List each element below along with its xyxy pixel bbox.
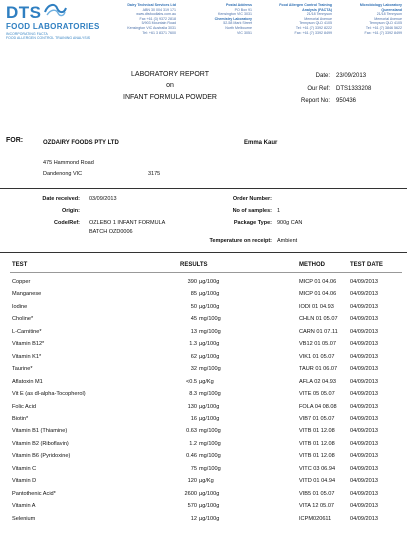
method-code: VITB 01 12.08 <box>299 440 335 447</box>
office-line: Kensington VIC Australia 3031 <box>127 25 176 30</box>
code-ref-label: Code/Ref: <box>54 220 80 226</box>
column-header-method: METHOD <box>299 262 325 268</box>
test-name: Vitamin B6 (Pyridoxine) <box>12 453 71 460</box>
method-code: VITB 01 12.08 <box>299 453 335 460</box>
table-row <box>0 391 407 400</box>
table-row <box>0 304 407 313</box>
brand-name: DTS <box>6 3 42 22</box>
divider <box>0 188 407 189</box>
result-unit: µg/100g <box>199 291 220 298</box>
report-no-value: 950436 <box>336 98 357 104</box>
test-date: 04/09/2013 <box>350 440 378 447</box>
test-date: 04/09/2013 <box>350 490 378 497</box>
result-unit: µg/100g <box>199 303 220 310</box>
office-postal-address <box>192 3 252 35</box>
test-name: Vitamin B2 (Riboflavin) <box>12 440 69 447</box>
method-code: VB12 01 05.07 <box>299 341 337 348</box>
date-received-value: 03/09/2013 <box>89 196 117 202</box>
test-name: Taurine* <box>12 366 33 373</box>
office-dairy-technical-services <box>112 3 176 35</box>
method-code: VITA 12 05.07 <box>299 503 335 510</box>
test-name: Vitamin B1 (Thiamine) <box>12 428 68 435</box>
table-row <box>0 516 407 525</box>
office-line: PO Box 91 <box>234 7 252 12</box>
client-company: OZDAIRY FOODS PTY LTD <box>43 140 119 146</box>
office-line: VIC 3051 <box>237 30 252 35</box>
our-ref-label: Our Ref: <box>307 86 330 92</box>
result-unit: µg/100g <box>199 503 220 510</box>
result-unit: mg/100g <box>199 465 221 472</box>
result-unit: µg/100g <box>199 415 220 422</box>
result-value: 1.2 <box>189 440 197 447</box>
office-line: 5/903 Mountain Road <box>141 21 176 26</box>
result-unit: µg/100g <box>199 341 220 348</box>
header-divider <box>10 272 402 273</box>
method-code: IODI 01 04.93 <box>299 303 334 310</box>
temperature-value: Ambient <box>277 238 298 244</box>
test-name: L-Carnitine* <box>12 328 42 335</box>
test-date: 04/09/2013 <box>350 316 378 323</box>
result-unit: µg/100g <box>199 490 220 497</box>
office-line: Fax: +61 (7) 3392 8499 <box>294 30 332 35</box>
office-name: Dairy Technical Services Ltd <box>127 3 176 7</box>
date-label: Date: <box>315 73 330 79</box>
order-number-label: Order Number: <box>232 196 272 202</box>
result-unit: µg/Kg <box>199 478 214 485</box>
test-name: Manganese <box>12 291 42 298</box>
test-date: 04/09/2013 <box>350 291 378 298</box>
method-code: VIB5 01 05.07 <box>299 490 335 497</box>
method-code: MICP 01 04.06 <box>299 279 337 285</box>
table-row <box>0 366 407 375</box>
report-subject: INFANT FORMULA POWDER <box>123 94 217 101</box>
table-row <box>0 428 407 437</box>
result-unit: mg/100g <box>199 440 221 447</box>
result-value: 390 <box>187 279 197 285</box>
result-value: 12 <box>190 515 197 522</box>
package-type-value: 900g CAN <box>277 220 303 226</box>
num-samples-value: 1 <box>277 208 281 214</box>
client-city: Dandenong VIC <box>43 171 83 177</box>
method-code: CHLN 01 05.07 <box>299 316 338 323</box>
office-line: Tel: +61 (7) 3846 5622 <box>365 25 402 30</box>
result-value: 62 <box>190 353 197 360</box>
method-code: ICPM020611 <box>299 515 332 522</box>
result-unit: mg/100g <box>199 428 221 435</box>
table-row <box>0 354 407 363</box>
table-row <box>0 491 407 500</box>
test-name: Vitamin B12* <box>12 341 45 348</box>
result-unit: mg/100g <box>199 316 221 323</box>
office-microbiology-qld <box>340 3 402 35</box>
column-header-results: RESULTS <box>180 262 208 268</box>
method-code: VIK1 01 05.07 <box>299 353 335 360</box>
report-no-label: Report No: <box>300 98 330 104</box>
brand-tagline-2: FOOD ALLERGEN CONTROL TRAINING ANALYSIS <box>6 36 91 40</box>
office-line: 21/18 Tennyson <box>376 12 402 17</box>
client-address: 475 Hammond Road <box>43 160 94 166</box>
test-name: Folic Acid <box>12 403 36 410</box>
result-value: 32 <box>190 366 197 373</box>
office-line: 21/18 Tennyson <box>306 12 332 17</box>
test-name: Vitamin D <box>12 478 37 485</box>
test-date: 04/09/2013 <box>350 366 378 373</box>
result-unit: mg/100g <box>199 453 221 460</box>
test-name: Iodine <box>12 303 28 310</box>
table-row <box>0 453 407 462</box>
ribbon-logo-icon <box>42 2 68 19</box>
temperature-label: Temperature on receipt: <box>209 238 272 244</box>
result-unit: µg/100g <box>199 279 220 285</box>
office-line: Tel: +61 (7) 3392 8222 <box>295 25 332 30</box>
result-unit: mg/100g <box>199 391 221 398</box>
method-code: VITE 05 05.07 <box>299 391 335 398</box>
result-unit: mg/100g <box>199 328 221 335</box>
office-name: Food Allergen Control Training Analysis (FACTA) <box>279 3 332 12</box>
test-date: 04/09/2013 <box>350 503 378 510</box>
method-code: VITC 03 06.94 <box>299 465 336 472</box>
result-value: 0.46 <box>186 453 197 460</box>
test-date: 04/09/2013 <box>350 341 378 348</box>
result-value: 50 <box>190 303 197 310</box>
test-date: 04/09/2013 <box>350 353 378 360</box>
code-ref-batch: BATCH OZD0006 <box>89 229 133 235</box>
test-date: 04/09/2013 <box>350 328 378 335</box>
package-type-label: Package Type: <box>233 220 272 226</box>
test-name: Vit E (as dl-alpha-Tocopherol) <box>12 391 86 398</box>
result-value: 0.63 <box>186 428 197 435</box>
table-row <box>0 316 407 325</box>
office-name: Microbiology Laboratory Queensland <box>359 3 402 12</box>
test-name: Vitamin C <box>12 465 37 472</box>
table-row <box>0 279 407 288</box>
test-date: 04/09/2013 <box>350 378 378 385</box>
test-date: 04/09/2013 <box>350 428 378 435</box>
table-row <box>0 466 407 475</box>
code-ref-value: OZLEBO 1 INFANT FORMULA <box>89 220 166 226</box>
office-name: Chemistry Laboratory <box>214 16 252 21</box>
date-received-label: Date received: <box>42 196 80 202</box>
result-value: <0.5 <box>185 378 197 385</box>
result-value: 75 <box>190 465 197 472</box>
method-code: FOLA 04 08.08 <box>299 403 337 410</box>
method-code: VITB 01 12.08 <box>299 428 335 435</box>
test-date: 04/09/2013 <box>350 391 378 398</box>
result-unit: µg/Kg <box>199 378 214 385</box>
test-date: 04/09/2013 <box>350 403 378 410</box>
method-code: MICP 01 04.06 <box>299 291 337 298</box>
office-line: Tennyson QLD 4105 <box>369 21 402 26</box>
office-line: Memorial Avenue <box>374 16 402 21</box>
test-name: Aflatoxin M1 <box>12 378 43 385</box>
office-line: Kensington VIC 3031 <box>218 12 252 17</box>
test-name: Copper <box>12 279 31 285</box>
client-contact: Emma Kaur <box>244 140 278 146</box>
num-samples-label: No of samples: <box>232 208 272 214</box>
table-row <box>0 329 407 338</box>
result-value: 8.3 <box>189 391 197 398</box>
result-value: 13 <box>190 328 197 335</box>
report-title-on: on <box>166 82 174 89</box>
result-value: 85 <box>190 291 197 298</box>
test-name: Biotin* <box>12 415 29 422</box>
office-facta <box>266 3 332 35</box>
office-line: Fax +61 (3) 9372 2818 <box>139 16 176 21</box>
result-value: 16 <box>190 415 197 422</box>
method-code: CARN 01 07.11 <box>299 328 338 335</box>
office-line: Fax: +61 (7) 3392 8499 <box>364 30 402 35</box>
table-row <box>0 503 407 512</box>
office-line: www.dtsfoodlabs.com.au <box>136 12 176 17</box>
origin-label: Origin: <box>61 208 80 214</box>
test-name: Vitamin A <box>12 503 36 510</box>
office-line: Tel: +61 3 8371 7600 <box>142 30 176 35</box>
test-date: 04/09/2013 <box>350 415 378 422</box>
table-row <box>0 341 407 350</box>
office-name: Postal Address <box>225 3 252 7</box>
our-ref-value: DTS1333208 <box>336 86 372 92</box>
test-name: Selenium <box>12 515 36 522</box>
test-date: 04/09/2013 <box>350 465 378 472</box>
office-line: ABN 30 004 319 171 <box>142 7 176 12</box>
result-value: 1.3 <box>189 341 197 348</box>
test-date: 04/09/2013 <box>350 478 378 485</box>
table-row <box>0 441 407 450</box>
test-name: Vitamin K1* <box>12 353 42 360</box>
method-code: VITD 01 04.94 <box>299 478 336 485</box>
brand-tagline-1: INCORPORATING FACTA <box>6 32 48 36</box>
result-value: 120 <box>187 478 197 485</box>
office-line: Tennyson QLD 4105 <box>299 21 332 26</box>
result-value: 570 <box>187 503 197 510</box>
table-row <box>0 379 407 388</box>
date-value: 23/09/2013 <box>336 73 367 79</box>
column-header-test-date: TEST DATE <box>350 262 383 268</box>
for-label: FOR: <box>6 137 24 144</box>
test-date: 04/09/2013 <box>350 303 378 310</box>
divider <box>0 252 407 253</box>
result-unit: µg/100g <box>199 515 220 522</box>
test-name: Choline* <box>12 316 34 323</box>
result-unit: µg/100g <box>199 353 220 360</box>
method-code: AFLA 02 04.93 <box>299 378 337 385</box>
test-date: 04/09/2013 <box>350 515 378 522</box>
method-code: TAUR 01 06.07 <box>299 366 338 373</box>
result-value: 45 <box>190 316 197 323</box>
brand-subtitle: FOOD LABORATORIES <box>6 22 100 31</box>
test-date: 04/09/2013 <box>350 453 378 460</box>
table-row <box>0 478 407 487</box>
report-title: LABORATORY REPORT <box>131 71 209 78</box>
column-header-test: TEST <box>12 262 28 268</box>
table-row <box>0 404 407 413</box>
table-row <box>0 416 407 425</box>
table-row <box>0 291 407 300</box>
office-line: Memorial Avenue <box>304 16 332 21</box>
result-value: 2600 <box>184 490 197 497</box>
client-postcode: 3175 <box>148 171 161 177</box>
result-unit: mg/100g <box>199 366 221 373</box>
method-code: VIB7 01 05.07 <box>299 415 335 422</box>
test-date: 04/09/2013 <box>350 279 378 285</box>
result-value: 130 <box>187 403 197 410</box>
result-unit: µg/100g <box>199 403 220 410</box>
office-line: North Melbourne <box>225 25 252 30</box>
test-name: Pantothenic Acid* <box>12 490 56 497</box>
office-line: 52-58 Mark Street <box>223 21 252 26</box>
